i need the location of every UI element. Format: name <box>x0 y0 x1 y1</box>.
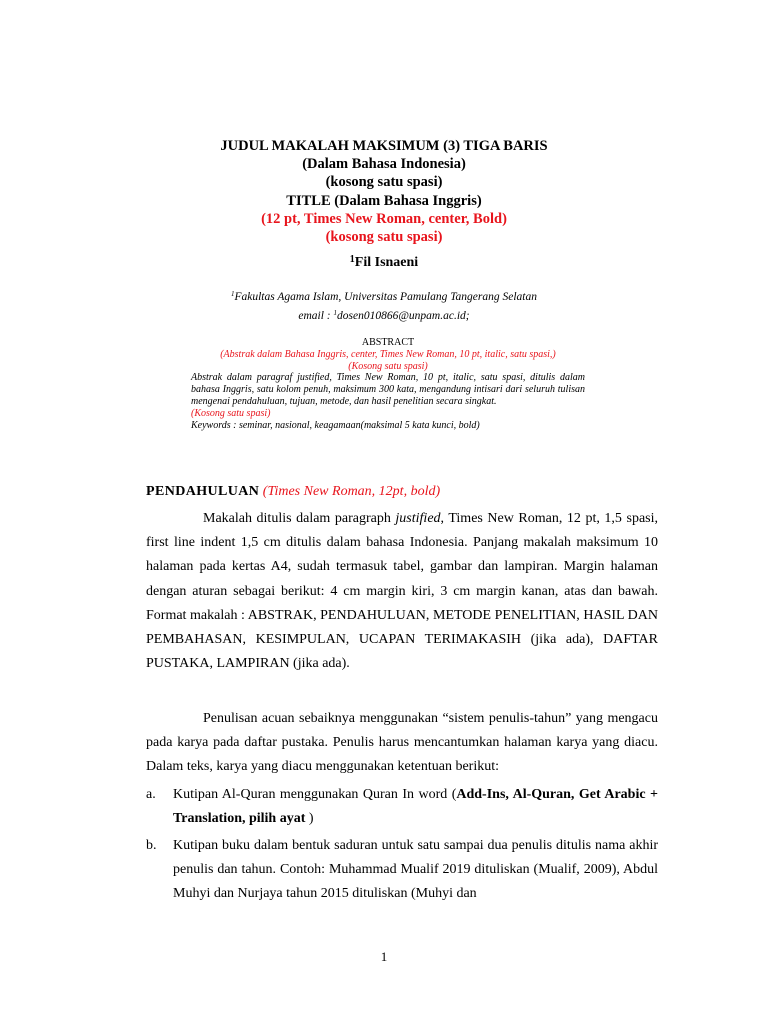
section-title: PENDAHULUAN <box>146 484 260 499</box>
affiliation-institution: Fakultas Agama Islam, Universitas Pamulang Tangerang Selatan <box>234 291 537 303</box>
list-item-b-text: Kutipan buku dalam bentuk saduran untuk satu sampai dua penulis ditulis nama akhir penulis dan tahun. Contoh: Muhammad Mualif 2019 dituliskan (Mualif, 2009), Abdul Muhyi dan Nurjaya tahun 2015 dituliskan (Muhyi dan <box>173 838 658 902</box>
author-line <box>0 254 768 271</box>
list-item-a-text: Kutipan Al-Quran menggunakan Quran In word ( <box>173 787 457 802</box>
title-line-4: TITLE (Dalam Bahasa Inggris) <box>286 192 482 209</box>
list-item <box>146 783 658 831</box>
list-item <box>146 834 658 907</box>
list-item-a-bold: Add-Ins, Al-Quran, Get Arabic + Translation, pilih ayat <box>173 787 659 827</box>
email-address: dosen010866@unpam.ac.id; <box>337 310 470 322</box>
list-item-text <box>173 783 658 831</box>
author-superscript: 1 <box>349 254 355 265</box>
email-superscript: 1 <box>333 309 338 317</box>
title-line-3: (kosong satu spasi) <box>325 174 443 191</box>
title-block <box>0 137 768 246</box>
paragraph-2-text: Penulisan acuan sebaiknya menggunakan “sistem penulis-tahun” yang mengacu pada karya pada daftar pustaka. Penulis harus mencantumkan halaman karya yang diacu. Dalam teks, karya yang diacu menggunakan ketentuan berikut: <box>146 711 658 775</box>
list-marker: b. <box>146 838 157 853</box>
email-prefix: email : <box>298 310 334 322</box>
title-format-note: (12 pt, Times New Roman, center, Bold) <box>261 210 507 227</box>
title-line-1: JUDUL MAKALAH MAKSIMUM (3) TIGA BARIS <box>220 138 548 154</box>
list-marker: a. <box>146 787 156 802</box>
author-name: Fil Isnaeni <box>354 255 419 270</box>
affiliation-line <box>0 286 768 305</box>
section-heading <box>146 484 440 500</box>
list-item-a-end: ) <box>305 811 314 827</box>
paragraph-1-italic: justified <box>395 511 441 526</box>
affiliation-block <box>0 286 768 324</box>
abstract-block <box>191 337 585 431</box>
paragraph-1-part-2: , Times New Roman, 12 pt, 1,5 spasi, first line indent 1,5 cm ditulis dalam bahasa Indonesia. Panjang makalah maksimum 10 halaman pada kertas A4, sudah termasuk tabel, gambar dan lampiran. Margin halaman dengan aturan sebagai berikut: 4 cm margin kiri, 3 cm margin kanan, atas dan bawah. Format makalah : ABSTRAK, PENDAHULUAN, METODE PENELITIAN, HASIL DAN PEMBAHASAN, KESIMPULAN, UCAPAN TERIMAKASIH (jika ada), DAFTAR PUSTAKA, LAMPIRAN (jika ada). <box>146 511 658 672</box>
title-space-note: (kosong satu spasi) <box>325 229 443 246</box>
abstract-format-note: (Abstrak dalam Bahasa Inggris, center, Times New Roman, 10 pt, italic, satu spasi,) <box>220 348 556 360</box>
paragraph-1-part-1: Makalah ditulis dalam paragraph <box>203 511 396 526</box>
abstract-body: Abstrak dalam paragraf justified, Times New Roman, 10 pt, italic, satu spasi, ditulis dalam bahasa Inggris, satu kolom penuh, maksimum 300 kata, mengandung intisari dari seluruh tulisan mengenai pendahuluan, tujuan, metode, dan hasil penelitian secara singkat. <box>191 372 585 407</box>
page-number: 1 <box>380 949 388 964</box>
email-line <box>0 305 768 324</box>
abstract-space-note: (Kosong satu spasi) <box>348 360 428 372</box>
abstract-heading: ABSTRACT <box>361 337 415 348</box>
keywords: Keywords : seminar, nasional, keagamaan(maksimal 5 kata kunci, bold) <box>191 419 480 431</box>
abstract-space-note-2: (Kosong satu spasi) <box>191 407 271 419</box>
title-line-2: (Dalam Bahasa Indonesia) <box>302 156 466 173</box>
section-format-note: (Times New Roman, 12pt, bold) <box>262 484 441 499</box>
paragraph-2 <box>146 707 658 780</box>
paragraph-1 <box>146 507 658 676</box>
affiliation-superscript: 1 <box>230 290 235 298</box>
